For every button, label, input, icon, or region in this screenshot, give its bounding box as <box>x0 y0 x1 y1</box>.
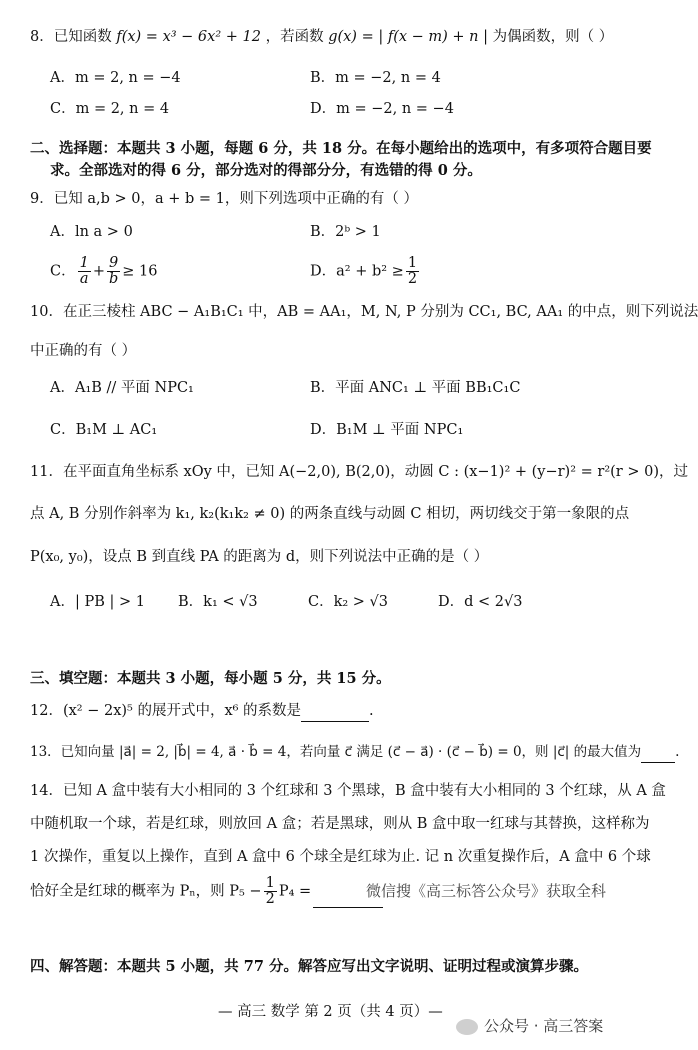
q8-option-a: A．m = 2, n = −4 <box>50 70 181 86</box>
fraction: $\frac{1}{2}$ <box>265 875 275 907</box>
q10-stem-line1: 10．在正三棱柱 ABC − A₁B₁C₁ 中，AB = AA₁，M, N, P 分别为 CC₁, BC, AA₁ 的中点，则下列说法 <box>30 304 698 320</box>
q9-option-b: B．2ᵇ > 1 <box>310 224 381 240</box>
q8-option-c: C．m = 2, n = 4 <box>50 101 170 117</box>
section2-heading-line1: 二、选择题：本题共 3 小题，每题 6 分，共 18 分。在每小题给出的选项中，有多项符合题目要 <box>30 140 652 157</box>
watermark-badge: 公众号 · 高三答案 <box>456 1015 603 1036</box>
q14-stem-line3: 1 次操作，重复以上操作，直到 A 盒中 6 个球全是红球为止. 记 n 次重复操作后，A 盒中 6 个球 <box>30 849 651 865</box>
q11-option-a: A．| PB | > 1 <box>50 594 145 610</box>
q14-stem-line4: 恰好全是红球的概率为 Pₙ，则 P₅ − $\frac{1}{2}$ P₄ = <box>30 876 383 908</box>
q10-option-a: A．A₁B // 平面 NPC₁ <box>50 380 194 396</box>
page-footer: — 高三 数学 第 2 页（共 4 页）— <box>218 1004 443 1020</box>
q11-option-c: C．k₂ > √3 <box>308 594 389 610</box>
wechat-logo-icon <box>456 1019 478 1035</box>
q12-stem: 12．(x² − 2x)⁵ 的展开式中，x⁶ 的系数是 . <box>30 701 374 722</box>
q8-option-b: B．m = −2, n = 4 <box>310 70 441 86</box>
q8-option-d: D．m = −2, n = −4 <box>310 101 454 117</box>
section4-heading: 四、解答题：本题共 5 小题，共 77 分。解答应写出文字说明、证明过程或演算步骤。 <box>30 958 588 975</box>
q8-f-def: f(x) = x³ − 6x² + 12 <box>116 29 261 45</box>
q14-stem-line1: 14．已知 A 盒中装有大小相同的 3 个红球和 3 个黑球，B 盒中装有大小相同的 3 个红球，从 A 盒 <box>30 783 666 799</box>
q10-stem-line2: 中正确的有（ ） <box>30 343 137 359</box>
q8-stem: 8．已知函数 f(x) = x³ − 6x² + 12 ，若函数 g(x) = | f(x − m) + n | 为偶函数，则（ ） <box>30 29 614 45</box>
answer-blank[interactable] <box>301 701 369 722</box>
q8-g-def: g(x) = | f(x − m) + n | <box>328 29 488 45</box>
q14-stem-line2: 中随机取一个球，若是红球，则放回 A 盒；若是黑球，则从 B 盒中取一红球与其替换，这样称为 <box>30 816 650 832</box>
q10-option-b: B．平面 ANC₁ ⊥ 平面 BB₁C₁C <box>310 380 521 396</box>
q9-stem: 9．已知 a,b > 0，a + b = 1，则下列选项中正确的有（ ） <box>30 191 418 207</box>
q11-option-b: B．k₁ < √3 <box>178 594 258 610</box>
fraction: $\frac{1}{a}$ <box>79 255 89 287</box>
section2-heading-line2: 求。全部选对的得 6 分，部分选对的得部分分，有选错的得 0 分。 <box>50 162 482 179</box>
section3-heading: 三、填空题：本题共 3 小题，每小题 5 分，共 15 分。 <box>30 670 391 687</box>
q11-stem-line1: 11．在平面直角坐标系 xOy 中，已知 A(−2,0), B(2,0)，动圆 C : (x−1)² + (y−r)² = r²(r > 0)，过 <box>30 464 688 480</box>
fraction: $\frac{9}{b}$ <box>108 255 119 287</box>
q10-option-c: C．B₁M ⊥ AC₁ <box>50 422 158 438</box>
q9-option-d: D．a² + b² ≥ $\frac{1}{2}$ <box>310 255 418 287</box>
q11-stem-line2: 点 A, B 分别作斜率为 k₁, k₂(k₁k₂ ≠ 0) 的两条直线与动圆 C 相切，两切线交于第一象限的点 <box>30 506 630 522</box>
q9-option-c: C． $\frac{1}{a}$ + $\frac{9}{b}$ ≥ 16 <box>50 255 158 287</box>
q11-stem-line3: P(x₀, y₀)，设点 B 到直线 PA 的距离为 d，则下列说法中正确的是（ ） <box>30 549 489 565</box>
q10-option-d: D．B₁M ⊥ 平面 NPC₁ <box>310 422 464 438</box>
q11-option-d: D．d < 2√3 <box>438 594 523 610</box>
watermark-text: 微信搜《高三标答公众号》获取全科 <box>366 882 607 900</box>
answer-blank[interactable] <box>641 742 675 763</box>
q9-option-a: A．ln a > 0 <box>50 224 133 240</box>
fraction: $\frac{1}{2}$ <box>407 255 418 287</box>
q13-stem: 13．已知向量 |a⃗| = 2, |b⃗| = 4, a⃗ · b⃗ = 4，若向量 c⃗ 满足 (c⃗ − a⃗) · (c⃗ − b⃗) = 0，则 |c⃗| 的最大值为 . <box>30 742 679 763</box>
